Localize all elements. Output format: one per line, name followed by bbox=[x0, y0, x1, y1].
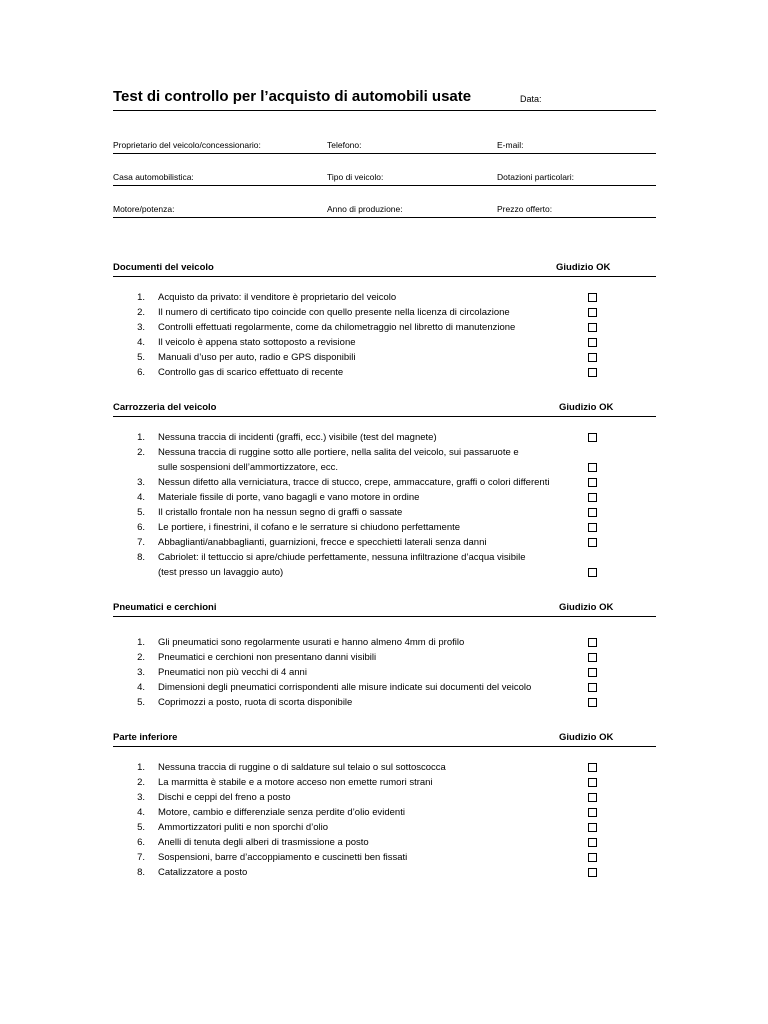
item-number: 5. bbox=[137, 697, 145, 708]
item-number: 2. bbox=[137, 307, 145, 318]
ok-checkbox[interactable] bbox=[588, 778, 597, 787]
ok-checkbox[interactable] bbox=[588, 353, 597, 362]
item-text: Dimensioni degli pneumatici corrispondenti alle misure indicate sui documenti del veicolo bbox=[158, 682, 532, 693]
item-number: 5. bbox=[137, 507, 145, 518]
item-text: Nessuna traccia di incidenti (graffi, ecc.) visibile (test del magnete) bbox=[158, 432, 437, 443]
item-text: La marmitta è stabile e a motore acceso non emette rumori strani bbox=[158, 777, 433, 788]
item-text: Il cristallo frontale non ha nessun segno di graffi o sassate bbox=[158, 507, 403, 518]
item-number: 1. bbox=[137, 762, 145, 773]
ok-checkbox[interactable] bbox=[588, 698, 597, 707]
price-field-label[interactable]: Prezzo offerto: bbox=[497, 204, 553, 214]
ok-checkbox[interactable] bbox=[588, 308, 597, 317]
judge-column-label: Giudizio OK bbox=[556, 262, 611, 273]
item-text: Le portiere, i finestrini, il cofano e le serrature si chiudono perfettamente bbox=[158, 522, 461, 533]
ok-checkbox[interactable] bbox=[588, 368, 597, 377]
item-number: 1. bbox=[137, 637, 145, 648]
item-text: Coprimozzi a posto, ruota di scorta disponibile bbox=[158, 697, 353, 708]
field-row-2 bbox=[113, 170, 656, 186]
title-row bbox=[113, 88, 656, 111]
ok-checkbox[interactable] bbox=[588, 668, 597, 677]
item-text: Nessuna traccia di ruggine sotto alle portiere, nella salita del veicolo, sui passaruote e bbox=[158, 447, 519, 458]
item-text: Ammortizzatori puliti e non sporchi d’olio bbox=[158, 822, 329, 833]
item-number: 5. bbox=[137, 822, 145, 833]
item-text: Pneumatici e cerchioni non presentano danni visibili bbox=[158, 652, 377, 663]
section-documents-header bbox=[113, 261, 656, 277]
year-field-label[interactable]: Anno di produzione: bbox=[327, 204, 403, 214]
ok-checkbox[interactable] bbox=[588, 793, 597, 802]
owner-field-label[interactable]: Proprietario del veicolo/concessionario: bbox=[113, 140, 261, 150]
ok-checkbox[interactable] bbox=[588, 763, 597, 772]
equipment-field-label[interactable]: Dotazioni particolari: bbox=[497, 172, 575, 182]
item-text: Sospensioni, barre d’accoppiamento e cuscinetti ben fissati bbox=[158, 852, 408, 863]
item-text: Materiale fissile di porte, vano bagagli e vano motore in ordine bbox=[158, 492, 420, 503]
item-number: 3. bbox=[137, 322, 145, 333]
item-number: 7. bbox=[137, 537, 145, 548]
judge-column-label: Giudizio OK bbox=[559, 602, 614, 613]
ok-checkbox[interactable] bbox=[588, 853, 597, 862]
email-field-label[interactable]: E-mail: bbox=[497, 140, 524, 150]
section-title: Carrozzeria del veicolo bbox=[113, 402, 217, 413]
ok-checkbox[interactable] bbox=[588, 338, 597, 347]
item-text: Cabriolet: il tettuccio si apre/chiude perfettamente, nessuna infiltrazione d’acqua visibile bbox=[158, 552, 526, 563]
item-number: 3. bbox=[137, 667, 145, 678]
item-text: Dischi e ceppi del freno a posto bbox=[158, 792, 291, 803]
judge-column-label: Giudizio OK bbox=[559, 732, 614, 743]
ok-checkbox[interactable] bbox=[588, 838, 597, 847]
item-number: 1. bbox=[137, 432, 145, 443]
item-text: Acquisto da privato: il venditore è proprietario del veicolo bbox=[158, 292, 397, 303]
ok-checkbox[interactable] bbox=[588, 638, 597, 647]
item-text: Il numero di certificato tipo coincide con quello presente nella licenza di circolazione bbox=[158, 307, 510, 318]
item-text: Pneumatici non più vecchi di 4 anni bbox=[158, 667, 307, 678]
item-number: 3. bbox=[137, 792, 145, 803]
item-text: Abbaglianti/anabbaglianti, guarnizioni, frecce e specchietti laterali senza danni bbox=[158, 537, 487, 548]
item-number: 8. bbox=[137, 867, 145, 878]
item-text: Nessun difetto alla verniciatura, tracce di stucco, crepe, ammaccature, graffi o colori differenti bbox=[158, 477, 550, 488]
item-number: 4. bbox=[137, 807, 145, 818]
ok-checkbox[interactable] bbox=[588, 538, 597, 547]
item-text: Manuali d’uso per auto, radio e GPS disponibili bbox=[158, 352, 356, 363]
make-field-label[interactable]: Casa automobilistica: bbox=[113, 172, 194, 182]
item-number: 2. bbox=[137, 652, 145, 663]
ok-checkbox[interactable] bbox=[588, 463, 597, 472]
item-number: 3. bbox=[137, 477, 145, 488]
item-text: Controlli effettuati regolarmente, come da chilometraggio nel libretto di manutenzione bbox=[158, 322, 516, 333]
section-body-header bbox=[113, 401, 656, 417]
section-underside-header bbox=[113, 731, 656, 747]
judge-column-label: Giudizio OK bbox=[559, 402, 614, 413]
ok-checkbox[interactable] bbox=[588, 568, 597, 577]
ok-checkbox[interactable] bbox=[588, 523, 597, 532]
item-number: 1. bbox=[137, 292, 145, 303]
date-field-label[interactable]: Data: bbox=[520, 94, 542, 104]
field-row-1 bbox=[113, 138, 656, 154]
item-text: Nessuna traccia di ruggine o di saldature sul telaio o sul sottoscocca bbox=[158, 762, 446, 773]
item-number: 5. bbox=[137, 352, 145, 363]
item-text: Motore, cambio e differenziale senza perdite d’olio evidenti bbox=[158, 807, 405, 818]
item-number: 8. bbox=[137, 552, 145, 563]
ok-checkbox[interactable] bbox=[588, 683, 597, 692]
section-title: Documenti del veicolo bbox=[113, 262, 214, 273]
section-tyres-header bbox=[113, 601, 656, 617]
ok-checkbox[interactable] bbox=[588, 293, 597, 302]
item-text: Controllo gas di scarico effettuato di recente bbox=[158, 367, 344, 378]
item-number: 2. bbox=[137, 447, 145, 458]
ok-checkbox[interactable] bbox=[588, 823, 597, 832]
item-text-continued: (test presso un lavaggio auto) bbox=[158, 567, 284, 578]
ok-checkbox[interactable] bbox=[588, 478, 597, 487]
section-title: Pneumatici e cerchioni bbox=[113, 602, 217, 613]
item-text: Catalizzatore a posto bbox=[158, 867, 248, 878]
vehicle-type-field-label[interactable]: Tipo di veicolo: bbox=[327, 172, 384, 182]
engine-field-label[interactable]: Motore/potenza: bbox=[113, 204, 175, 214]
item-text: Il veicolo è appena stato sottoposto a revisione bbox=[158, 337, 356, 348]
item-text-continued: sulle sospensioni dell’ammortizzatore, ecc. bbox=[158, 462, 339, 473]
item-number: 6. bbox=[137, 837, 145, 848]
ok-checkbox[interactable] bbox=[588, 493, 597, 502]
item-number: 4. bbox=[137, 682, 145, 693]
item-number: 7. bbox=[137, 852, 145, 863]
item-number: 6. bbox=[137, 522, 145, 533]
section-title: Parte inferiore bbox=[113, 732, 178, 743]
field-row-3 bbox=[113, 202, 656, 218]
ok-checkbox[interactable] bbox=[588, 508, 597, 517]
item-number: 6. bbox=[137, 367, 145, 378]
ok-checkbox[interactable] bbox=[588, 653, 597, 662]
item-number: 2. bbox=[137, 777, 145, 788]
item-number: 4. bbox=[137, 492, 145, 503]
ok-checkbox[interactable] bbox=[588, 323, 597, 332]
ok-checkbox[interactable] bbox=[588, 808, 597, 817]
item-number: 4. bbox=[137, 337, 145, 348]
item-text: Gli pneumatici sono regolarmente usurati e hanno almeno 4mm di profilo bbox=[158, 637, 465, 648]
phone-field-label[interactable]: Telefono: bbox=[327, 140, 362, 150]
item-text: Anelli di tenuta degli alberi di trasmissione a posto bbox=[158, 837, 369, 848]
ok-checkbox[interactable] bbox=[588, 868, 597, 877]
ok-checkbox[interactable] bbox=[588, 433, 597, 442]
page-title: Test di controllo per l’acquisto di automobili usate bbox=[113, 88, 472, 105]
